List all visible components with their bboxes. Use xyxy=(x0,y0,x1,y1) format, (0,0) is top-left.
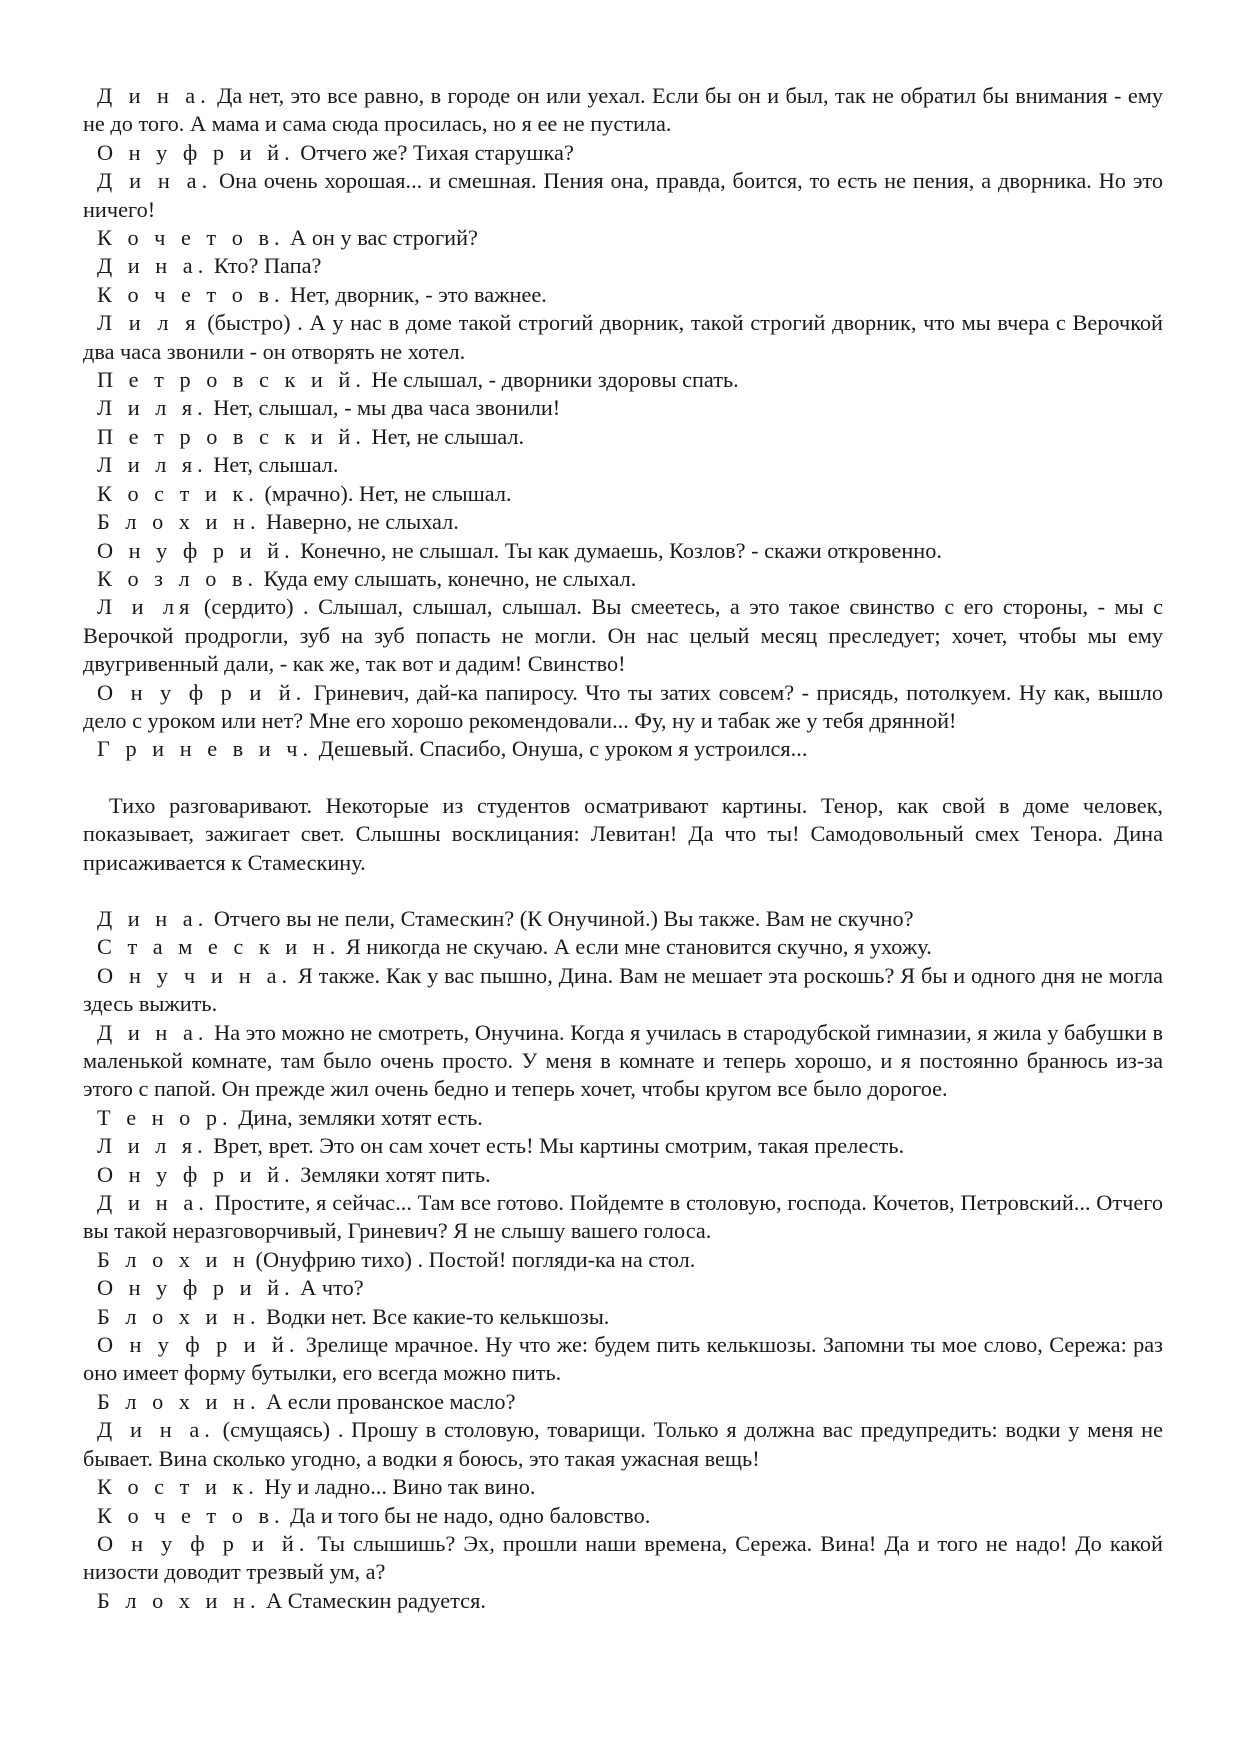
dialogue-line xyxy=(83,1019,1163,1104)
speaker-name: Б л о х и н. xyxy=(97,1587,261,1613)
speaker-name: С т а м е с к и н. xyxy=(97,934,341,960)
dialogue-line xyxy=(83,1246,1163,1274)
dialogue-line xyxy=(83,735,1163,763)
dialogue-line xyxy=(83,1502,1163,1530)
spacer xyxy=(83,877,1163,905)
line-text: Ты слышишь? Эх, прошли наши времена, Сережа. Вина! Да и того не надо! До какой низости доводит трезвый ум, а? xyxy=(83,1530,1163,1585)
spacer xyxy=(83,764,1163,792)
line-text: Кто? Папа? xyxy=(208,253,322,279)
line-text: Дина, земляки хотят есть. xyxy=(232,1104,483,1130)
line-text: На это можно не смотреть, Онучина. Когда я училась в стародубской гимназии, я жила у бабушки в маленькой комнате, там было очень просто. У меня в комнате и теперь хорошо, и я постоянно бранюсь из-за этого с папой. Он прежде жил очень бедно и теперь хочет, чтобы кругом все было дорогое. xyxy=(83,1019,1163,1102)
dialogue-line xyxy=(83,252,1163,280)
dialogue-line xyxy=(83,905,1163,933)
line-text: Конечно, не слышал. Ты как думаешь, Козлов? - скажи откровенно. xyxy=(294,537,942,563)
dialogue-line xyxy=(83,1303,1163,1331)
dialogue-line xyxy=(83,139,1163,167)
speaker-name: Д и н а. xyxy=(97,905,209,931)
dialogue-line xyxy=(83,593,1163,678)
line-text: Земляки хотят пить. xyxy=(294,1161,491,1187)
dialogue-line xyxy=(83,167,1163,224)
line-text: Не слышал, - дворники здоровы спать. xyxy=(365,367,739,393)
speaker-name: Л и л я. xyxy=(97,1133,208,1159)
dialogue-line xyxy=(83,394,1163,422)
line-text: А если прованское масло? xyxy=(260,1388,516,1414)
speaker-name: Д и н а. xyxy=(97,253,209,279)
speaker-name: К о с т и к. xyxy=(97,1474,259,1500)
line-text: (Онуфрию тихо) . Постой! погляди-ка на стол. xyxy=(249,1246,696,1272)
line-text: Зрелище мрачное. Ну что же: будем пить келькшозы. Запомни ты мое слово, Сережа: раз оно имеет форму бутылки, его всегда можно пить. xyxy=(83,1332,1163,1386)
dialogue-line xyxy=(83,1473,1163,1501)
line-text: Ну и ладно... Вино так вино. xyxy=(258,1474,536,1500)
line-text: Простите, я сейчас... Там все готово. Пойдемте в столовую, господа. Кочетов, Петровский... Отчего вы такой неразговорчивый, Гриневич? Я не слышу вашего голоса. xyxy=(83,1190,1163,1244)
speaker-name: О н у ф р и й. xyxy=(97,1530,310,1556)
speaker-name: П е т р о в с к и й. xyxy=(97,367,366,393)
speaker-name: К о ч е т о в. xyxy=(97,1502,285,1528)
speaker-name: П е т р о в с к и й. xyxy=(97,423,366,449)
line-text: Я также. Как у вас пышно, Дина. Вам не мешает эта роскошь? Я бы и одного дня не могла здесь выжить. xyxy=(83,962,1163,1017)
line-text: Я никогда не скучаю. А если мне становится скучно, я ухожу. xyxy=(340,934,932,960)
line-text: Дешевый. Спасибо, Онуша, с уроком я устроился... xyxy=(313,736,808,762)
speaker-name: Д и н а. xyxy=(97,168,213,194)
speaker-name: О н у ф р и й. xyxy=(97,1332,300,1358)
line-text: Куда ему слышать, конечно, не слыхал. xyxy=(258,565,637,591)
speaker-name: Г р и н е в и ч. xyxy=(97,736,314,762)
document-page xyxy=(83,82,1163,1615)
speaker-name: К о з л о в. xyxy=(97,565,259,591)
dialogue-line xyxy=(83,933,1163,961)
dialogue-line xyxy=(83,565,1163,593)
speaker-name: Л и л я. xyxy=(97,452,208,478)
speaker-name: Б л о х и н xyxy=(97,1246,250,1272)
line-text: (быстро) . А у нас в доме такой строгий дворник, такой строгий дворник, что мы вчера с Верочкой два часа звонили - он отворять не хотел. xyxy=(83,310,1163,364)
speaker-name: Б л о х и н. xyxy=(97,1303,261,1329)
speaker-name: Л и л я. xyxy=(97,395,208,421)
dialogue-line xyxy=(83,1161,1163,1189)
line-text: Да и того бы не надо, одно баловство. xyxy=(284,1502,651,1528)
speaker-name: К о с т и к. xyxy=(97,480,259,506)
speaker-name: Б л о х и н. xyxy=(97,1388,261,1414)
line-text: Отчего вы не пели, Стамескин? (К Онучиной.) Вы также. Вам не скучно? xyxy=(208,905,914,931)
dialogue-line xyxy=(83,366,1163,394)
dialogue-line xyxy=(83,1388,1163,1416)
dialogue-line xyxy=(83,962,1163,1019)
dialogue-line xyxy=(83,423,1163,451)
dialogue-line xyxy=(83,281,1163,309)
dialogue-line xyxy=(83,309,1163,366)
speaker-name: О н у ф р и й. xyxy=(97,139,295,165)
dialogue-line xyxy=(83,679,1163,736)
dialogue-line xyxy=(83,1530,1163,1587)
line-text: Гриневич, дай-ка папиросу. Что ты затих совсем? - присядь, потолкуем. Ну как, вышло дело с уроком или нет? Мне его хорошо рекомендовали... Фу, ну и табак же у тебя дрянной! xyxy=(83,679,1163,733)
stage-direction: Тихо разговаривают. Некоторые из студентов осматривают картины. Тенор, как свой в доме человек, показывает, зажигает свет. Слышны восклицания: Левитан! Да что ты! Самодовольный смех Тенора. Дина присаживается к Стамескину. xyxy=(83,792,1163,875)
dialogue-line xyxy=(83,1331,1163,1388)
line-text: А что? xyxy=(294,1275,364,1301)
line-text: Нет, слышал, - мы два часа звонили! xyxy=(207,395,561,421)
speaker-name: Д и н а. xyxy=(97,1190,209,1216)
dialogue-line xyxy=(83,82,1163,139)
line-text: Врет, врет. Это он сам хочет есть! Мы картины смотрим, такая прелесть. xyxy=(207,1133,905,1159)
dialogue-line xyxy=(83,1416,1163,1473)
dialogue-block-1 xyxy=(83,82,1163,764)
speaker-name: О н у ф р и й. xyxy=(97,537,295,563)
speaker-name: О н у ф р и й. xyxy=(97,1161,295,1187)
dialogue-line xyxy=(83,451,1163,479)
speaker-name: К о ч е т о в. xyxy=(97,281,285,307)
line-text: Она очень хорошая... и смешная. Пения она, правда, боится, то есть не пения, а дворника. Но это ничего! xyxy=(83,168,1163,222)
dialogue-line xyxy=(83,1132,1163,1160)
line-text: Водки нет. Все какие-то келькшозы. xyxy=(260,1303,610,1329)
line-text: Нет, дворник, - это важнее. xyxy=(284,281,547,307)
dialogue-line xyxy=(83,1104,1163,1132)
speaker-name: Д и н а. xyxy=(97,83,211,108)
line-text: Да нет, это все равно, в городе он или уехал. Если бы он и был, так не обратил бы внимания - ему не до того. А мама и сама сюда просилась, но я ее не пустила. xyxy=(83,83,1163,137)
speaker-name: О н у ф р и й. xyxy=(97,1275,295,1301)
speaker-name: Д и н а. xyxy=(97,1417,215,1443)
dialogue-line xyxy=(83,224,1163,252)
dialogue-line xyxy=(83,480,1163,508)
speaker-name: О н у ч и н а. xyxy=(97,962,293,988)
speaker-name: К о ч е т о в. xyxy=(97,225,285,251)
speaker-name: О н у ф р и й. xyxy=(97,679,307,705)
line-text: Нет, слышал. xyxy=(207,452,339,478)
line-text: (сердито) . Слышал, слышал, слышал. Вы смеетесь, а это такое свинство с его стороны, - мы с Верочкой продрогли, зуб на зуб попасть не могли. Он нас целый месяц преследует; хочет, чтобы мы ему двугривенный дали, - как же, так вот и дадим! Свинство! xyxy=(83,594,1163,677)
speaker-name: Л и ля xyxy=(97,594,195,620)
line-text: Нет, не слышал. xyxy=(365,423,525,449)
dialogue-line xyxy=(83,1587,1163,1615)
dialogue-line xyxy=(83,537,1163,565)
line-text: (мрачно). Нет, не слышал. xyxy=(258,480,512,506)
dialogue-line xyxy=(83,1274,1163,1302)
dialogue-line xyxy=(83,1189,1163,1246)
speaker-name: Л и л я xyxy=(97,310,201,336)
speaker-name: Д и н а. xyxy=(97,1019,209,1045)
line-text: А Стамескин радуется. xyxy=(260,1587,486,1613)
line-text: Отчего же? Тихая старушка? xyxy=(294,139,574,165)
dialogue-line xyxy=(83,508,1163,536)
line-text: Наверно, не слыхал. xyxy=(260,509,459,535)
line-text: А он у вас строгий? xyxy=(284,225,478,251)
dialogue-block-2 xyxy=(83,905,1163,1615)
line-text: (смущаясь) . Прошу в столовую, товарищи. Только я должна вас предупредить: водки у меня не бывает. Вина сколько угодно, а водки я боюсь, это такая ужасная вещь! xyxy=(83,1417,1163,1471)
speaker-name: Б л о х и н. xyxy=(97,509,261,535)
speaker-name: Т е н о р. xyxy=(97,1104,233,1130)
